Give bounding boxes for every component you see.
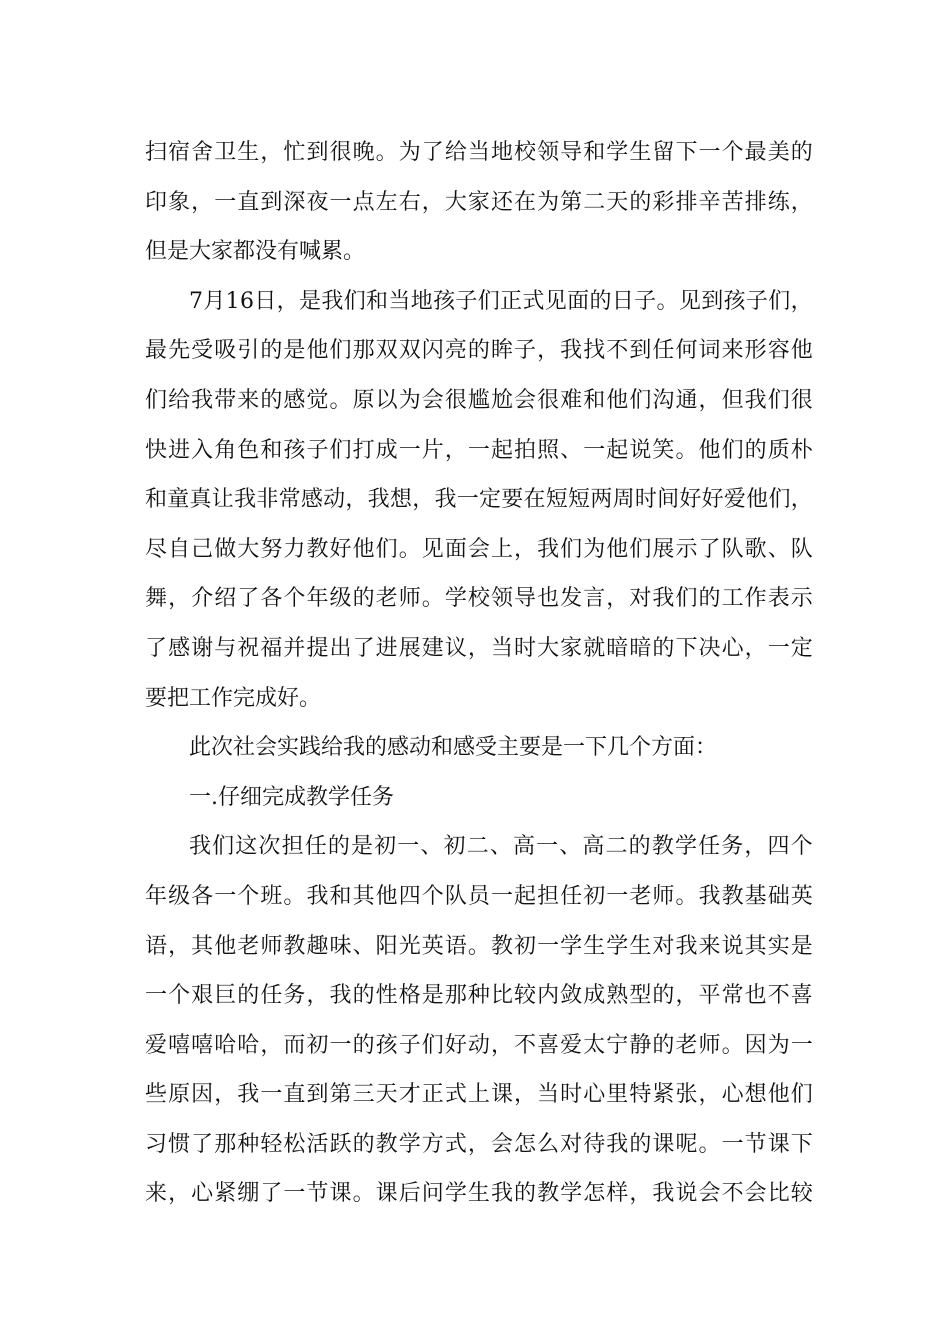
text-line: 语 ， 其 他 老 师 教 趣 味 、 阳 光 英 语 。 教 初 一 学 生 学 生 对 我 来 说 其 实 是 (145, 933, 813, 959)
text-line: 了 感 谢 与 祝 福 并 提 出 了 进 展 建 议 ， 当 时 大 家 就 暗 暗 的 下 决 心 ， 一 定 (145, 635, 813, 661)
text-line: 爱 嘻 嘻 哈 哈 ， 而 初 一 的 孩 子 们 好 动 ， 不 喜 爱 太 宁 静 的 老 师 。 因 为 一 (145, 1032, 813, 1058)
text-line: 此次社会实践给我的感动和感受主要是一下几个方面： (189, 735, 718, 761)
text-line: 快 进 入 角 色 和 孩 子 们 打 成 一 片 ， 一 起 拍 照 、 一 起 说 笑 。 他 们 的 质 朴 (145, 437, 813, 463)
text-line: 7 月 1 6 日 ， 是 我 们 和 当 地 孩 子 们 正 式 见 面 的 日 子 。 见 到 孩 子 们 ， (189, 288, 813, 314)
text-line: 扫 宿 舍 卫 生 ， 忙 到 很 晚 。 为 了 给 当 地 校 领 导 和 学 生 留 下 一 个 最 美 的 (145, 140, 813, 165)
text-line: 年 级 各 一 个 班 。 我 和 其 他 四 个 队 员 一 起 担 任 初 一 老 师 。 我 教 基 础 英 (145, 883, 813, 909)
text-line: 和 童 真 让 我 非 常 感 动 ， 我 想 ， 我 一 定 要 在 短 短 两 周 时 间 好 好 爱 他 们 ， (145, 487, 813, 513)
text-line: 尽 自 己 做 大 努 力 教 好 他 们 。 见 面 会 上 ， 我 们 为 他 们 展 示 了 队 歌 、 队 (145, 536, 813, 562)
text-line: 舞 ， 介 绍 了 各 个 年 级 的 老 师 。 学 校 领 导 也 发 言 ， 对 我 们 的 工 作 表 示 (145, 586, 813, 612)
text-line: 我 们 这 次 担 任 的 是 初 一 、 初 二 、 高 一 、 高 二 的 教 学 任 务 ， 四 个 (189, 834, 813, 860)
text-line: 要把工作完成好。 (145, 685, 322, 711)
body-text (145, 128, 813, 1219)
section-heading: 一.仔细完成教学任务 (189, 784, 394, 810)
text-line: 印 象 ， 一 直 到 深 夜 一 点 左 右 ， 大 家 还 在 为 第 二 天 的 彩 排 辛 苦 排 练 ， (145, 189, 813, 215)
text-line: 习 惯 了 那 种 轻 松 活 跃 的 教 学 方 式 ， 会 怎 么 对 待 我 的 课 呢 。 一 节 课 下 (145, 1131, 813, 1157)
text-line: 最 先 受 吸 引 的 是 他 们 那 双 双 闪 亮 的 眸 子 ， 我 找 不 到 任 何 词 来 形 容 他 (145, 338, 813, 364)
text-line: 但是大家都没有喊累。 (145, 239, 366, 265)
text-line: 们 给 我 带 来 的 感 觉 。 原 以 为 会 很 尴 尬 会 很 难 和 他 们 沟 通 ， 但 我 们 很 (145, 387, 813, 413)
text-line: 来 ， 心 紧 绷 了 一 节 课 。 课 后 问 学 生 我 的 教 学 怎 样 ， 我 说 会 不 会 比 较 (145, 1181, 813, 1207)
text-line: 些 原 因 ， 我 一 直 到 第 三 天 才 正 式 上 课 ， 当 时 心 里 特 紧 张 ， 心 想 他 们 (145, 1082, 813, 1108)
text-line: 一 个 艰 巨 的 任 务 ， 我 的 性 格 是 那 种 比 较 内 敛 成 熟 型 的 ， 平 常 也 不 喜 (145, 983, 813, 1009)
